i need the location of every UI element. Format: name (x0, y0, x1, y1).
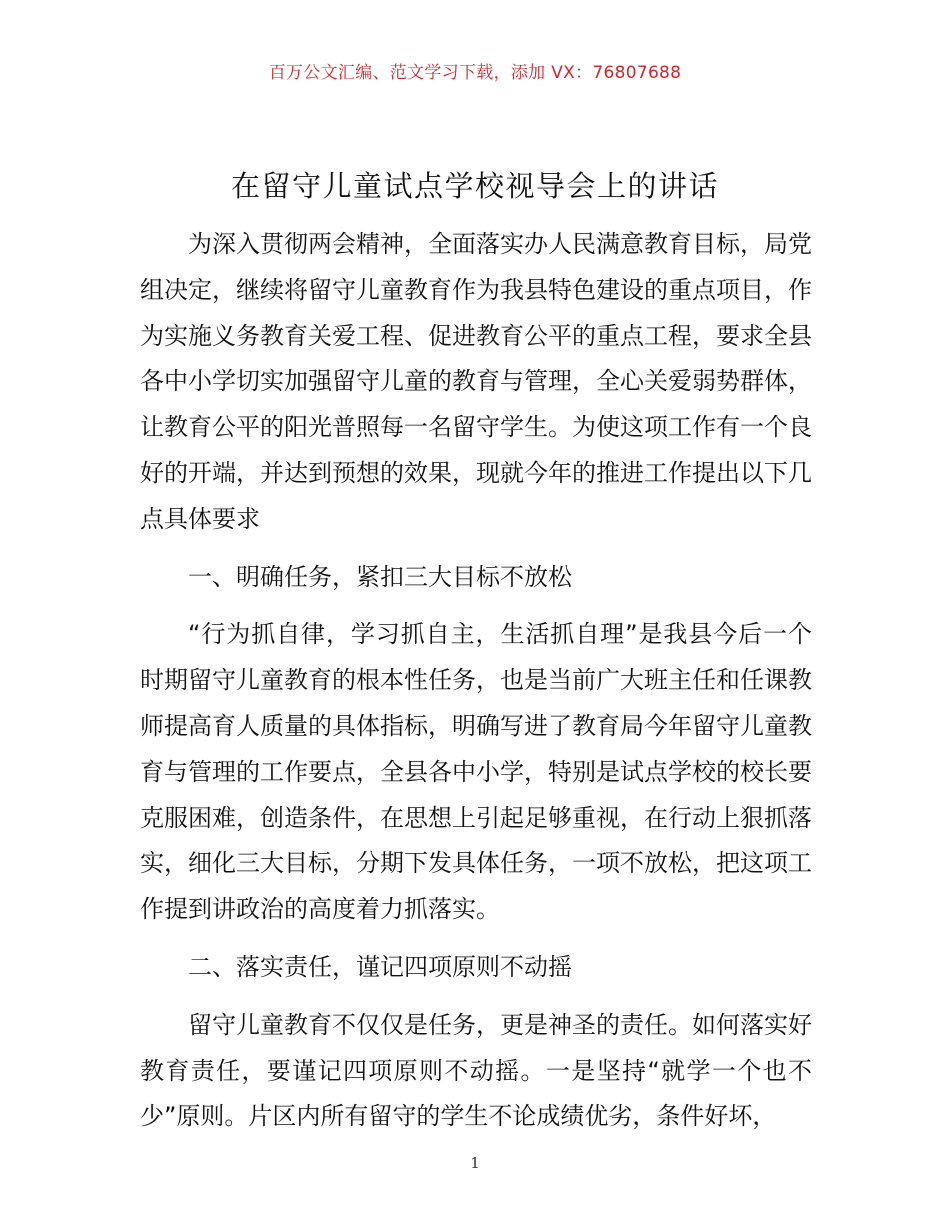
header-promo-note: 百万公文汇编、范文学习下载，添加 VX：76807688 (268, 63, 682, 83)
paragraph-section-1: “行为抓自律，学习抓自主，生活抓自理”是我县今后一个时期留守儿童教育的根本性任务，也是当前广大班主任和任课教师提高育人质量的具体指标，明确写进了教育局今年留守儿童教育与管理的工作要点，全县各中小学，特别是试点学校的校长要克服困难，创造条件，在思想上引起足够重视，在行动上狠抓落实，细化三大目标，分期下发具体任务，一项不放松，把这项工作提到讲政治的高度着力抓落实。 (140, 620, 812, 924)
section-heading-1: 一、明确任务，紧扣三大目标不放松 (188, 562, 572, 591)
paragraph-intro: 为深入贯彻两会精神，全面落实办人民满意教育目标，局党组决定，继续将留守儿童教育作为我县特色建设的重点项目，作为实施义务教育关爱工程、促进教育公平的重点工程，要求全县各中小学切实加强留守儿童的教育与管理，全心关爱弱势群体，让教育公平的阳光普照每一名留守学生。为使这项工作有一个良好的开端，并达到预想的效果，现就今年的推进工作提出以下几点具体要求 (140, 230, 812, 533)
section-heading-2: 二、落实责任，谨记四项原则不动摇 (188, 952, 572, 981)
page-number: 1 (470, 1154, 480, 1172)
paragraph-section-2: 留守儿童教育不仅仅是任务，更是神圣的责任。如何落实好教育责任，要谨记四项原则不动摇。一是坚持“就学一个也不少”原则。片区内所有留守的学生不论成绩优劣，条件好坏， (140, 1010, 812, 1131)
document-title: 在留守儿童试点学校视导会上的讲话 (230, 169, 719, 203)
document-body (140, 222, 812, 1140)
